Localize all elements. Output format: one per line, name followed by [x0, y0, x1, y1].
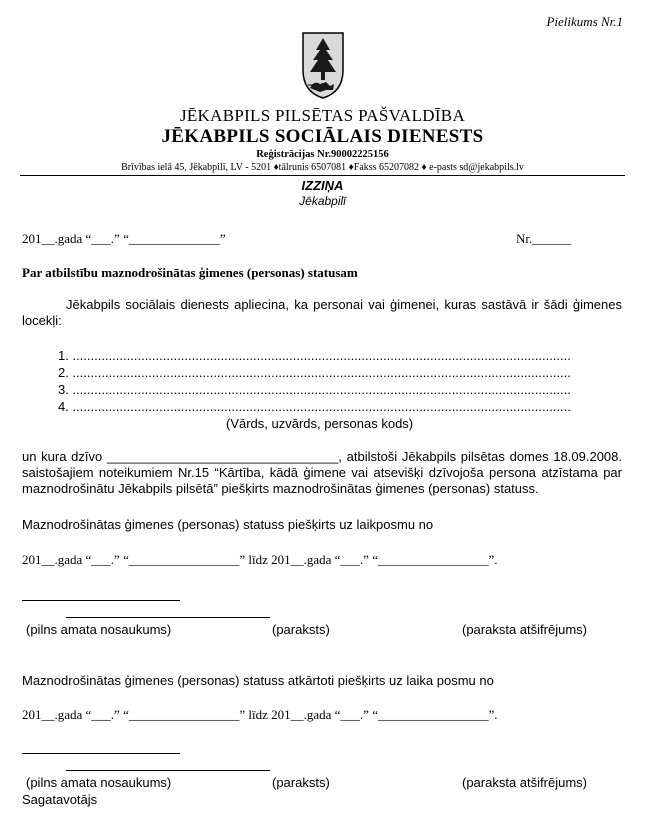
member-line: 4. .......................................................................................................................................... — [58, 399, 571, 414]
signature-caption-decoding: (paraksta atšifrējums) — [462, 622, 587, 637]
annex-label: Pielikums Nr.1 — [546, 14, 623, 29]
signature-line-sign — [66, 617, 270, 618]
member-line: 2. .......................................................................................................................................... — [58, 365, 571, 380]
document-title: IZZIŅA — [301, 178, 344, 193]
members-caption: (Vārds, uzvārds, personas kods) — [226, 416, 414, 431]
period-label-1: Maznodrošinātas ģimenes (personas) statuss piešķirts uz laikposmu no — [22, 517, 434, 532]
signature-line-sign — [66, 770, 270, 771]
signature-caption-position: (pilns amata nosaukums) — [26, 622, 172, 637]
document-place: Jēkabpilī — [299, 194, 346, 208]
intro-paragraph: Jēkabpils sociālais dienests apliecina, ka personai vai ģimenei, kuras sastāvā ir šādi ģimenes locekļi: — [22, 297, 622, 328]
residence-paragraph: un kura dzīvo ________________________________, atbilstoši Jēkabpils pilsētas domes 18.09.2008. saistošajiem noteikumiem Nr.15 “Kārtība, kādā ģimene vai atsevišķi dzīvojoša persona atzīstama par maznodrošinātu Jēkabpils pilsētā” piešķirts maznodrošinātas ģimenes (personas) statuss. — [22, 449, 622, 496]
header-divider — [20, 175, 625, 176]
signature-line-position — [22, 753, 180, 754]
period-dates-1: 201__.gada “___.” “_________________” līdz 201__.gada “___.” “_________________”. — [22, 552, 498, 567]
signature-caption-sign: (paraksts) — [272, 622, 330, 637]
service-name: JĒKABPILS SOCIĀLAIS DIENESTS — [161, 126, 484, 147]
period-label-2: Maznodrošinātas ģimenes (personas) statuss atkārtoti piešķirts uz laika posmu no — [22, 673, 494, 688]
signature-caption-decoding: (paraksta atšifrējums) — [462, 775, 587, 790]
document-number: Nr.______ — [516, 231, 572, 246]
subject-line: Par atbilstību maznodrošinātas ģimenes (personas) statusam — [22, 265, 358, 280]
signature-caption-position: (pilns amata nosaukums) — [26, 775, 172, 790]
prepared-by-label: Sagatavotājs — [22, 792, 98, 807]
member-line: 1. .......................................................................................................................................... — [58, 348, 571, 363]
member-line: 3. .......................................................................................................................................... — [58, 382, 571, 397]
registration-number: Reģistrācijas Nr.90002225156 — [256, 149, 389, 160]
issue-date-line: 201__.gada “___.” “______________” — [22, 231, 226, 246]
signature-line-position — [22, 600, 180, 601]
coat-of-arms-icon — [300, 30, 346, 100]
contact-line: Brīvības ielā 45, Jēkabpilī, LV - 5201 ♦tālrunis 6507081 ♦Fakss 65207082 ♦ e-pasts sd@jekabpils.lv — [121, 162, 524, 173]
municipality-name: JĒKABPILS PILSĒTAS PAŠVALDĪBA — [179, 106, 466, 125]
signature-caption-sign: (paraksts) — [272, 775, 330, 790]
period-dates-2: 201__.gada “___.” “_________________” līdz 201__.gada “___.” “_________________”. — [22, 707, 498, 722]
